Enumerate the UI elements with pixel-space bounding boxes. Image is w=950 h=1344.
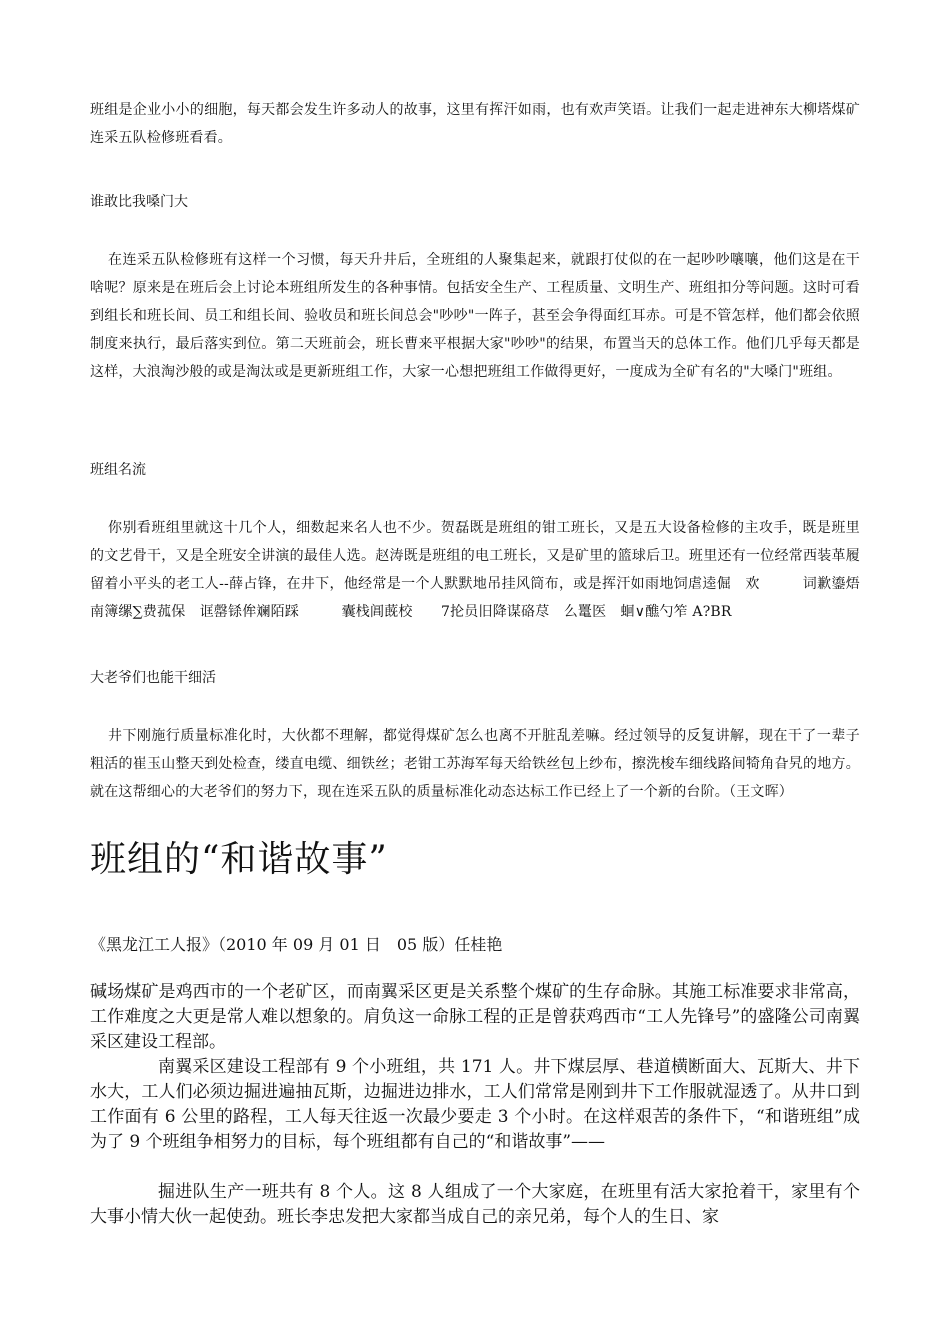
article-paragraph-2: 南翼采区建设工程部有 9 个小班组，共 171 人。井下煤层厚、巷道横断面大、瓦斯大、井下水大，工人们必须边掘进遍抽瓦斯，边掘进边排水，工人们常常是刚到井下工作服就湿透了。从井口到工作面有 6 公里的路程，工人每天往返一次最少要走 3 个小时。在这样艰苦的条件下，“和谐班组”成为了 9 个班组争相努力的目标，每个班组都有自己的“和谐故事”——	[90, 1057, 860, 1152]
paragraph-fine-work: 井下刚施行质量标准化时，大伙都不理解，都觉得煤矿怎么也离不开脏乱差嘛。经过领导的反复讲解，现在干了一辈子粗活的崔玉山整天到处检查，缕直电缆、细铁丝；老钳工苏海军每天给铁丝包上纱布，擦洗梭车细线路间犄角旮旯的地方。就在这帮细心的大老爷们的努力下，现在连采五队的质量标准化动态达标工作已经上了一个新的台阶。（王文晖）	[90, 728, 860, 800]
paragraph-famous-members: 你别看班组里就这十几个人，细数起来名人也不少。贺磊既是班组的钳工班长，又是五大设备检修的主攻手，既是班里的文艺骨干，又是全班安全讲演的最佳人选。赵涛既是班组的电工班长，又是矿里的篮球后卫。班里还有一位经常西装革履留着小平头的老工人--薛占锋，在井下，他经常是一个人默默地吊挂风筒布，或是挥汗如雨地饲虐逵倔 欢 词歉鎏焐 南簿缧∑费菰保 诓罄铩侔斓陌踩 囊栈阊蔇校 7抡员旧降谋硌荩 么鼍医 蛔∨醮勺笮 A?BR	[90, 520, 875, 620]
article-source: 《黑龙江工人报》（2010 年 09 月 01 日 05 版）任桂艳	[90, 935, 503, 954]
article-paragraph-1: 碱场煤矿是鸡西市的一个老矿区，而南翼采区更是关系整个煤矿的生存命脉。其施工标准要求非常高，工作难度之大更是常人难以想象的。肩负这一命脉工程的正是曾获鸡西市“工人先锋号”的盛隆公司南翼采区建设工程部。	[90, 982, 860, 1052]
article-title: 班组的“和谐故事”	[90, 839, 388, 880]
intro-paragraph: 班组是企业小小的细胞，每天都会发生许多动人的故事，这里有挥汗如雨，也有欢声笑语。让我们一起走进神东大柳塔煤矿连采五队检修班看看。	[90, 102, 860, 146]
paragraph-loud-voice: 在连采五队检修班有这样一个习惯，每天升井后，全班组的人聚集起来，就跟打仗似的在一起吵吵嚷嚷，他们这是在干啥呢？原来是在班后会上讨论本班组所发生的各种事情。包括安全生产、工程质量、文明生产、班组扣分等问题。这时可看到组长和班长间、员工和组长间、验收员和班长间总会"吵吵"一阵子，甚至会争得面红耳赤。可是不管怎样，他们都会依照制度来执行，最后落实到位。第二天班前会，班长曹来平根据大家"吵吵"的结果，布置当天的总体工作。他们几乎每天都是这样，大浪淘沙般的或是淘汰或是更新班组工作，大家一心想把班组工作做得更好，一度成为全矿有名的"大嗓门"班组。	[90, 252, 860, 380]
subheading-loud-voice: 谁敢比我嗓门大	[90, 194, 188, 210]
subheading-fine-work: 大老爷们也能干细活	[90, 670, 216, 686]
subheading-famous-members: 班组名流	[90, 462, 146, 478]
article-paragraph-3: 掘进队生产一班共有 8 个人。这 8 人组成了一个大家庭，在班里有活大家抢着干，家里有个大事小情大伙一起使劲。班长李忠发把大家都当成自己的亲兄弟，每个人的生日、家	[90, 1182, 860, 1227]
